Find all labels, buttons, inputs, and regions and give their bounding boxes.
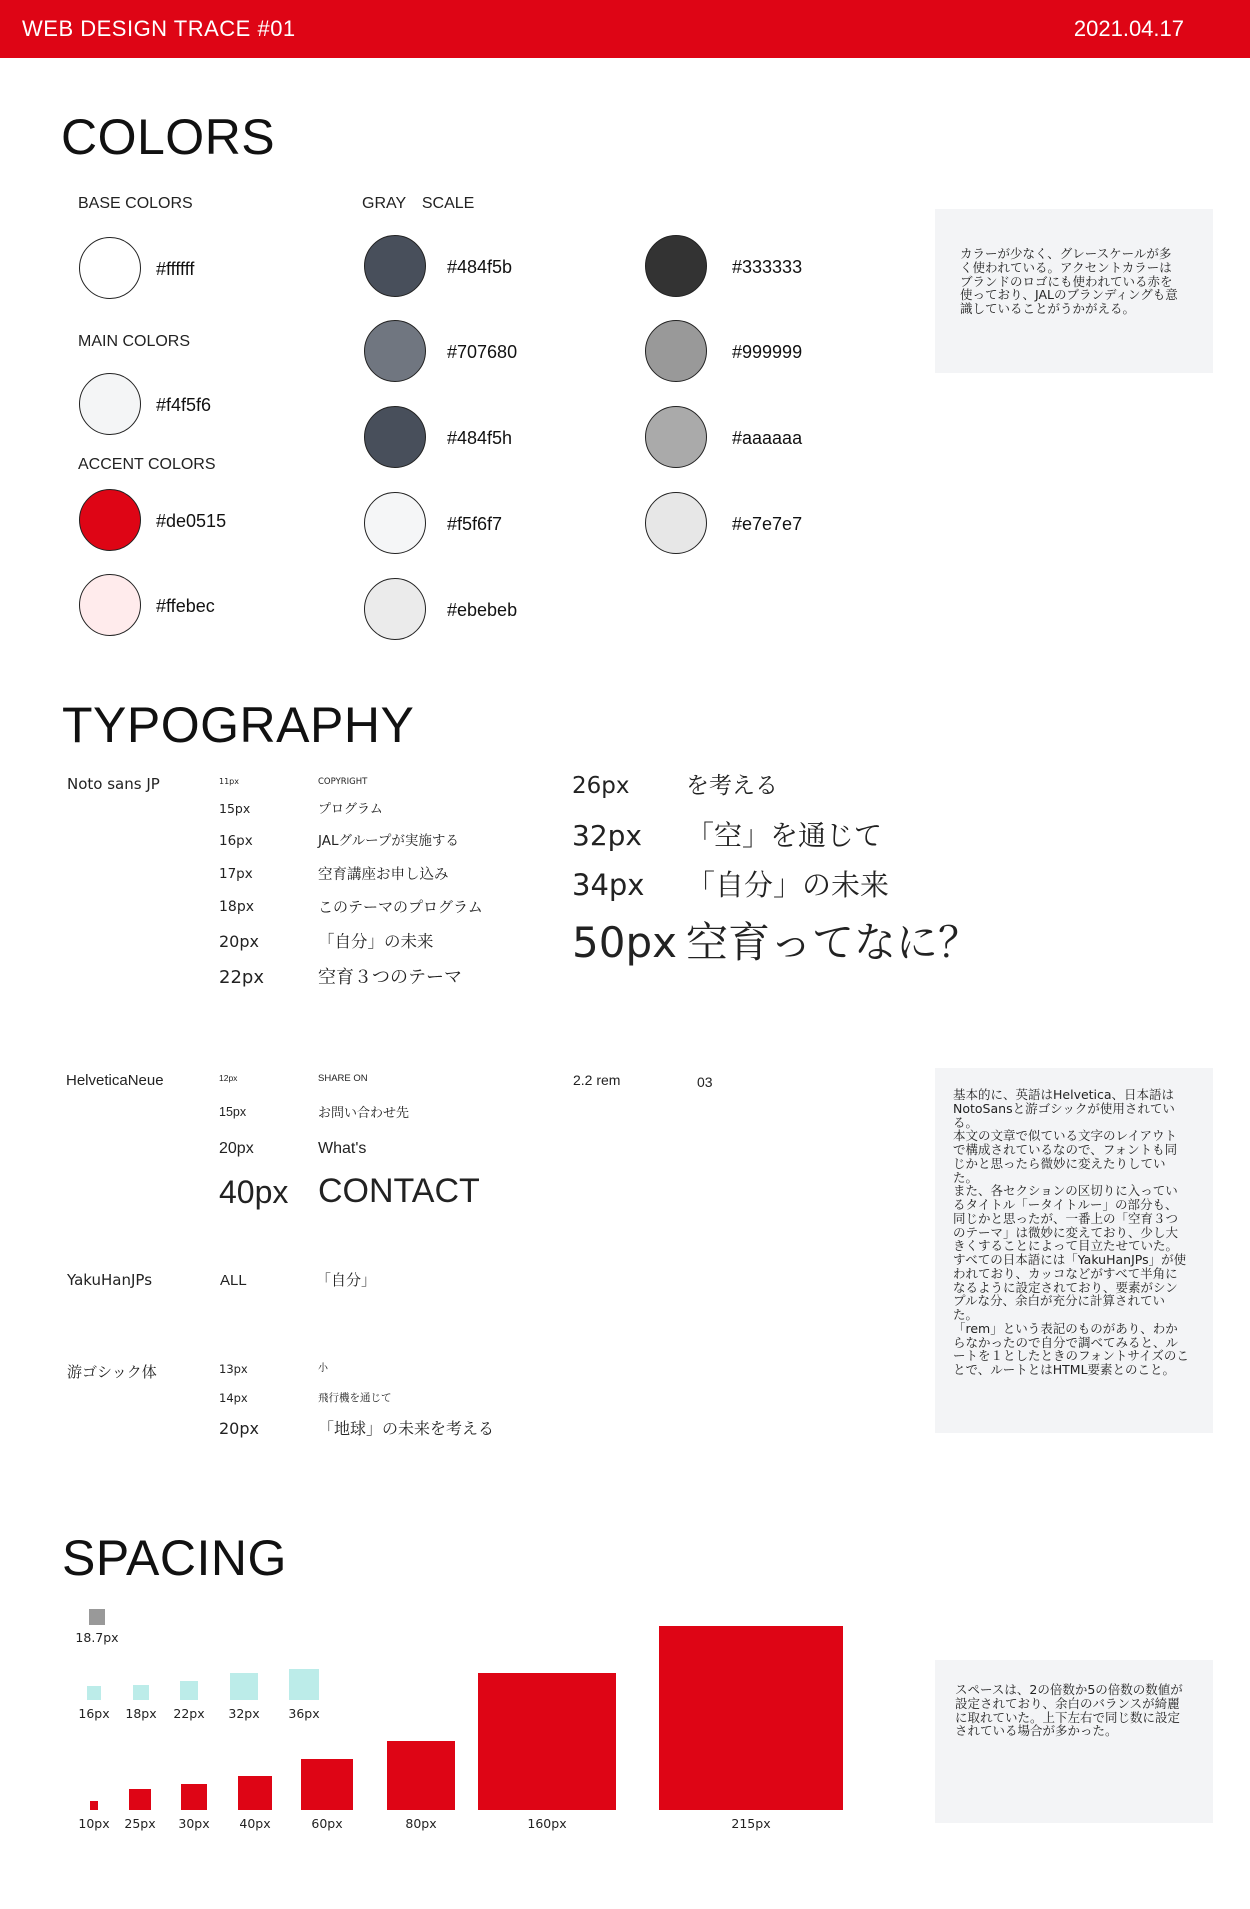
type-size-label: 17px: [219, 866, 253, 882]
rem-size: 2.2 rem: [573, 1072, 621, 1088]
spacing-square-light: [133, 1685, 148, 1700]
spacing-square-light: [289, 1669, 320, 1700]
base-colors-label: BASE COLORS: [78, 195, 193, 212]
type-sample-text: 小: [318, 1363, 328, 1374]
typography-note: [935, 1068, 1213, 1433]
font-name-noto: Noto sans JP: [67, 775, 160, 793]
type-size-label: 16px: [219, 833, 253, 849]
type-size-label: 34px: [572, 868, 645, 902]
color-swatch: [364, 235, 426, 297]
type-size-label: 20px: [219, 1419, 259, 1438]
note-paragraph: 本文の文章で似ている文字のレイアウトで構成されているなので、フォントも同じかと思ったら微妙に変えたりしていた。: [953, 1128, 1178, 1185]
spacing-label: 18.7px: [75, 1630, 119, 1645]
spacing-label: 32px: [228, 1706, 260, 1721]
spacing-note-text: スペースは、2の倍数か5の倍数の数値が設定されており、余白のバランスが綺麗に取れていた。上下左右で同じ数に設定されている場合が多かった。: [955, 1682, 1183, 1739]
header-bar: [0, 0, 1250, 58]
type-size-label: 40px: [219, 1174, 289, 1210]
type-sample-text: SHARE ON: [318, 1073, 368, 1084]
type-sample-text: What's: [318, 1140, 367, 1157]
color-hex-label: #f5f6f7: [447, 514, 503, 534]
color-swatch: [79, 237, 141, 299]
spacing-square-red: [659, 1626, 843, 1810]
type-sample-text: 「地球」の未来を考える: [318, 1419, 495, 1438]
spacing-label: 10px: [78, 1816, 110, 1831]
spacing-label: 16px: [78, 1706, 110, 1721]
type-sample-text: COPYRIGHT: [318, 777, 368, 787]
page-title: WEB DESIGN TRACE #01: [22, 16, 296, 41]
type-size-label: 14px: [219, 1391, 248, 1405]
spacing-label: 22px: [173, 1706, 205, 1721]
type-sample-text: 飛行機を通じて: [318, 1392, 392, 1404]
type-sample-text: プログラム: [318, 802, 383, 817]
typography-heading: TYPOGRAPHY: [62, 697, 415, 753]
color-swatch: [79, 489, 141, 551]
spacing-square-light: [87, 1686, 101, 1700]
spacing-label: 30px: [178, 1816, 210, 1831]
color-hex-label: #ffebec: [156, 596, 215, 616]
note-paragraph: すべての日本語には「YakuHanJPs」が使われており、カッコなどがすべて半角になるように設定されており、要素がシンプルな分、余白が充分に計算されていた。: [953, 1252, 1187, 1322]
colors-note-text: カラーが少なく、グレースケールが多く使われている。アクセントカラーはブランドのロゴにも使われている赤を使っており、JALのブランディングも意識していることがうかがえる。: [960, 246, 1178, 316]
color-hex-label: #999999: [732, 342, 803, 362]
spacing-square-red: [90, 1801, 99, 1810]
type-sample-text: CONTACT: [318, 1172, 480, 1210]
color-swatch: [645, 406, 707, 468]
accent-colors-label: ACCENT COLORS: [78, 456, 216, 473]
spacing-square-red: [478, 1673, 615, 1810]
type-size-label: 22px: [219, 967, 264, 988]
color-hex-label: #e7e7e7: [732, 514, 803, 534]
type-size-label: 15px: [219, 801, 251, 816]
color-swatch: [364, 578, 426, 640]
font-name-yugothic: 游ゴシック体: [67, 1363, 157, 1381]
spacing-label: 36px: [288, 1706, 320, 1721]
spacing-label: 60px: [311, 1816, 343, 1831]
color-swatch: [79, 574, 141, 636]
type-sample-text: 空育３つのテーマ: [318, 967, 462, 988]
color-hex-label: #484f5h: [447, 428, 513, 448]
spacing-square-red: [387, 1741, 456, 1810]
spacing-label: 215px: [731, 1816, 771, 1831]
spacing-label: 160px: [527, 1816, 567, 1831]
spacing-square-red: [129, 1789, 150, 1810]
color-swatch: [364, 320, 426, 382]
yakuhan-size: ALL: [220, 1272, 247, 1289]
color-hex-label: #707680: [447, 342, 518, 362]
color-swatch: [364, 492, 426, 554]
spacing-square-red: [238, 1776, 272, 1810]
color-hex-label: #333333: [732, 257, 803, 277]
yakuhan-sample: 「自分」: [316, 1271, 377, 1289]
type-size-label: 11px: [219, 777, 239, 786]
type-sample-text: 「自分」の未来: [318, 932, 434, 951]
font-name-yakuhan: YakuHanJPs: [67, 1271, 153, 1289]
color-hex-label: #484f5b: [447, 257, 513, 277]
spacing-label: 80px: [405, 1816, 437, 1831]
type-sample-text: 空育講座お申し込み: [318, 867, 449, 883]
rem-sample: 03: [697, 1074, 713, 1090]
type-sample-text: 空育ってなに？: [686, 918, 981, 967]
typography-note-text: [953, 1088, 1189, 1377]
spacing-label: 40px: [239, 1816, 271, 1831]
note-paragraph: また、各セクションの区切りに入っているタイトル「ータイトルー」の部分も、同じかと思ったが、一番上の「空育３つのテーマ」は微妙に変えており、少し大きくすることによって目立たせていた。: [953, 1183, 1179, 1254]
spacing-square-gray: [89, 1609, 105, 1625]
color-swatch: [645, 320, 707, 382]
color-hex-label: #ffffff: [156, 259, 195, 279]
type-sample-text: を考える: [686, 773, 778, 799]
page-date: 2021.04.17: [1073, 16, 1184, 41]
note-paragraph: 基本的に、英語はHelvetica、日本語はNotoSansと游ゴシックが使用されている。: [953, 1087, 1175, 1130]
type-size-label: 18px: [219, 899, 254, 915]
spacing-note: [935, 1660, 1213, 1823]
type-size-label: 20px: [219, 932, 259, 951]
type-sample-text: お問い合わせ先: [318, 1105, 410, 1120]
type-size-label: 32px: [572, 819, 642, 852]
type-size-label: 12px: [219, 1073, 238, 1083]
spacing-square-red: [301, 1759, 352, 1810]
colors-heading: COLORS: [61, 109, 276, 165]
color-hex-label: #ebebeb: [447, 600, 518, 620]
main-colors-label: MAIN COLORS: [78, 333, 191, 350]
type-size-label: 13px: [219, 1362, 248, 1376]
colors-note: [935, 209, 1213, 373]
type-size-label: 26px: [572, 773, 630, 799]
spacing-square-light: [230, 1673, 257, 1700]
color-hex-label: #f4f5f6: [156, 395, 212, 415]
type-size-label: 50px: [572, 918, 677, 967]
color-swatch: [645, 492, 707, 554]
spacing-label: 18px: [125, 1706, 157, 1721]
note-paragraph: 「rem」という表記のものがあり、わからなかったので自分で調べてみると、ルートを１としたときのフォントサイズのことで、ルートとはHTML要素とのこと。: [953, 1320, 1189, 1377]
type-sample-text: JALグループが実施する: [318, 833, 459, 849]
color-hex-label: #de0515: [156, 511, 227, 531]
type-sample-text: 「自分」の未来: [686, 868, 890, 902]
color-hex-label: #aaaaaa: [732, 428, 803, 448]
type-sample-text: このテーマのプログラム: [318, 898, 483, 916]
type-size-label: 15px: [219, 1105, 247, 1119]
spacing-square-red: [181, 1784, 207, 1810]
spacing-label: 25px: [124, 1816, 156, 1831]
gray-scale-label: GRAY SCALE: [362, 195, 475, 212]
color-swatch: [645, 235, 707, 297]
color-swatch: [79, 373, 141, 435]
type-size-label: 20px: [219, 1140, 254, 1157]
type-sample-text: 「空」を通じて: [686, 819, 883, 852]
spacing-square-light: [180, 1681, 199, 1700]
font-name-helvetica: HelveticaNeue: [66, 1072, 164, 1089]
color-swatch: [364, 406, 426, 468]
spacing-heading: SPACING: [62, 1530, 287, 1586]
